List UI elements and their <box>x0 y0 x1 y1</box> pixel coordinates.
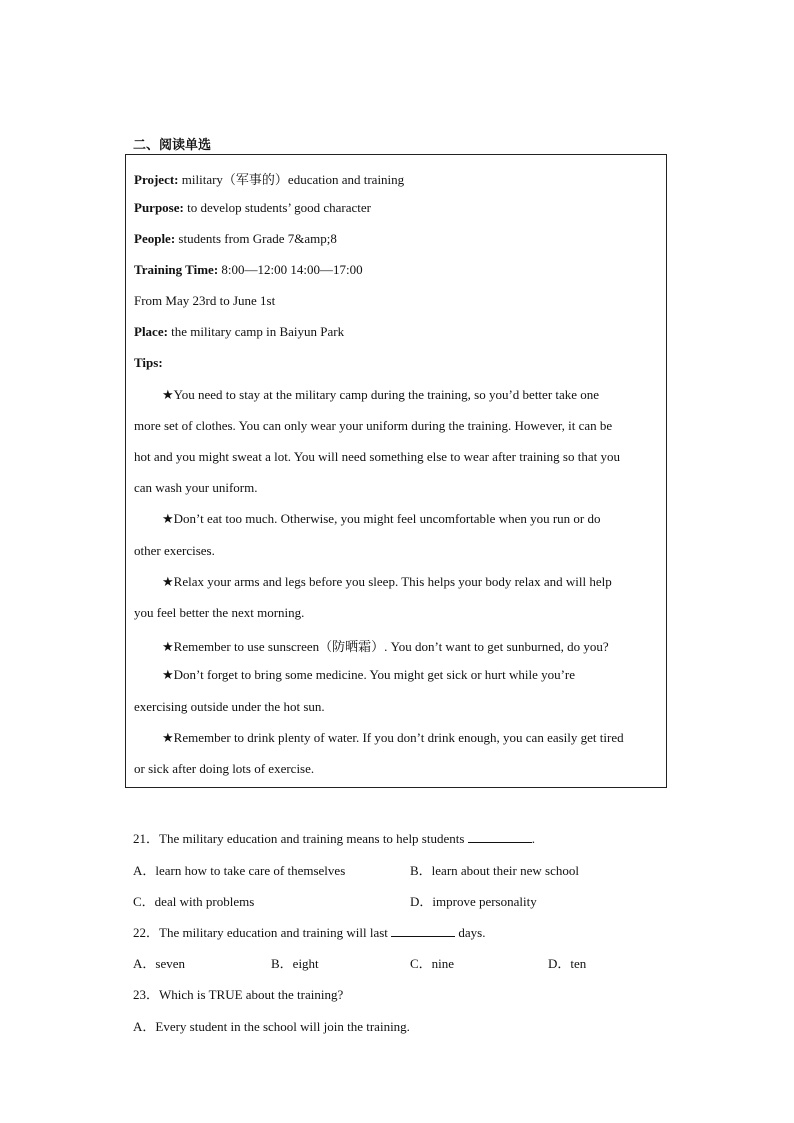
time-label: Training Time: <box>134 262 219 277</box>
question-21-stem: 21．The military education and training means to help students . <box>133 831 535 846</box>
q22-option-b: B．eight <box>271 956 319 971</box>
tip-text: can wash your uniform. <box>134 480 258 495</box>
tip-text: exercising outside under the hot sun. <box>134 699 325 714</box>
time-value: 8:00—12:00 14:00—17:00 <box>221 262 363 277</box>
q21-option-b: B．learn about their new school <box>410 863 579 878</box>
project-value: military（军事的）education and training <box>181 172 405 187</box>
q21-option-c: C．deal with problems <box>133 894 255 909</box>
tip-text: other exercises. <box>134 543 215 558</box>
place-label: Place: <box>134 324 168 339</box>
tip-text: ★You need to stay at the military camp during the training, so you’d better take one <box>162 387 600 402</box>
q21-option-a: A．learn how to take care of themselves <box>133 863 346 878</box>
tip-text: ★Don’t eat too much. Otherwise, you might feel uncomfortable when you run or do <box>162 511 601 526</box>
time-line <box>134 262 363 278</box>
tips-heading: Tips: <box>134 355 163 370</box>
question-23-stem: 23．Which is TRUE about the training? <box>133 987 344 1002</box>
project-label: Project: <box>134 172 179 187</box>
answer-blank <box>391 926 455 937</box>
tip-text: you feel better the next morning. <box>134 605 305 620</box>
q21-option-d: D．improve personality <box>410 894 537 909</box>
section-title: 二、阅读单选 <box>133 137 212 152</box>
tip-text: ★Remember to use sunscreen（防晒霜）. You don’t want to get sunburned, do you? <box>162 639 609 654</box>
tip-text: ★Remember to drink plenty of water. If you don’t drink enough, you can easily get tired <box>162 730 624 745</box>
notice-box <box>125 154 667 788</box>
question-22-stem: 22．The military education and training will last days. <box>133 925 486 940</box>
q22-option-a: A．seven <box>133 956 185 971</box>
place-value: the military camp in Baiyun Park <box>171 324 345 339</box>
people-value: students from Grade 7&amp;8 <box>178 231 337 246</box>
dates-line: From May 23rd to June 1st <box>134 293 276 308</box>
purpose-line <box>134 200 371 216</box>
q22-option-d: D．ten <box>548 956 587 971</box>
purpose-label: Purpose: <box>134 200 184 215</box>
answer-blank <box>468 832 532 843</box>
tip-text: or sick after doing lots of exercise. <box>134 761 315 776</box>
tip-text: ★Relax your arms and legs before you sleep. This helps your body relax and will help <box>162 574 612 589</box>
place-line <box>134 324 344 340</box>
q23-option-a: A．Every student in the school will join the training. <box>133 1019 410 1034</box>
people-label: People: <box>134 231 176 246</box>
tip-text: more set of clothes. You can only wear your uniform during the training. However, it can be <box>134 418 613 433</box>
purpose-value: to develop students’ good character <box>187 200 371 215</box>
people-line <box>134 231 337 247</box>
project-line <box>134 169 404 188</box>
tip-text: hot and you might sweat a lot. You will need something else to wear after training so that you <box>134 449 620 464</box>
q22-option-c: C．nine <box>410 956 455 971</box>
tip-text: ★Don’t forget to bring some medicine. You might get sick or hurt while you’re <box>162 667 576 682</box>
